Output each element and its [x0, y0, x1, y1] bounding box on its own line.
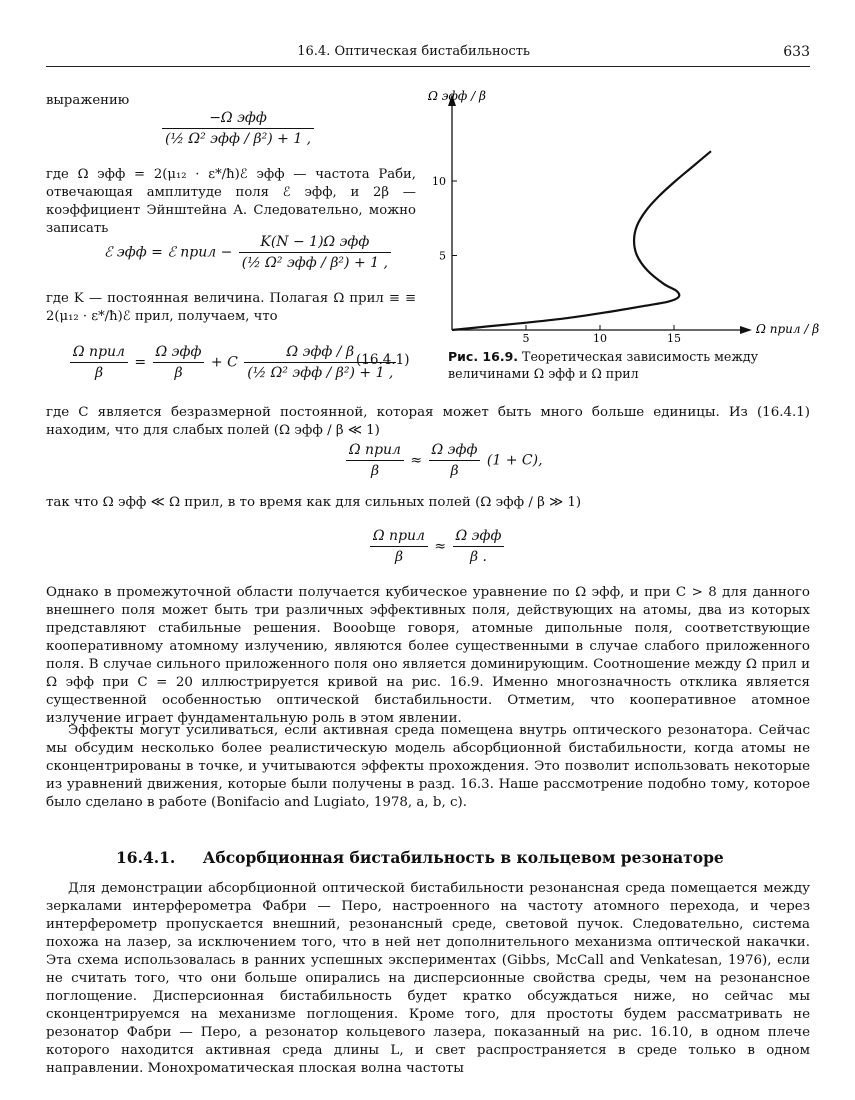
figure-caption — [448, 348, 810, 382]
x-tick-label: 10 — [593, 332, 607, 345]
paragraph-resonator: Эффекты могут усиливаться, если активная среда помещена внутрь оптического резонатора. Сейчас мы обсудим несколько более реалистическую модель абсорбционной бистабильности, когда атомы не сконцентрированы в точке, и учитываются эффекты прохождения. Это позволит использовать некоторые из уравнений движения, которые были получены в разд. 16.3. Наше рассмотрение подобно тому, которое было сделано в работе (Bonifacio and Lugiato, 1978, a, b, c). — [46, 723, 810, 810]
y-tick-label: 10 — [432, 175, 446, 188]
fraction — [346, 442, 404, 479]
fraction-denominator: β — [174, 365, 183, 381]
fraction-numerator: −Ω эфф — [162, 110, 314, 129]
fraction — [239, 234, 391, 271]
fraction-numerator: Ω эфф — [453, 528, 505, 547]
fraction — [162, 110, 314, 147]
fraction — [429, 442, 481, 479]
x-axis-label: Ω прил / β — [756, 322, 820, 336]
x-axis-arrow — [740, 326, 752, 334]
paragraph-rabi: где Ω эфф = 2(μ₁₂ · ε*/ħ)ℰ эфф — частота Раби, отвечающая амплитуде поля ℰ эфф, и 2β — коэффициент Эйнштейна A. Следовательно, можно записать — [46, 167, 416, 236]
y-axis-label: Ω эфф / β — [428, 89, 486, 103]
caption-text: Теоретическая зависимость между величинами Ω эфф и Ω прил — [448, 349, 759, 381]
paragraph-cubic-equation: Однако в промежуточной области получается кубическое уравнение по Ω эфф, и при C > 8 для данного внешнего поля может быть три различных эффективных поля, действующих на атомы, два из которых представляют стабильные решения. Вооobще говоря, атомные дипольные поля, соответствующие кооперативному атомному излучению, являются более существенными в случае слабого приложенного поля. В случае сильного приложенного поля оно является доминирующим. Соотношение между Ω прил и Ω эфф при C = 20 иллюстрируется кривой на рис. 16.9. Именно многозначность отклика является существенной особенностью оптической бистабильности. Отметим, что кооперативное атомное излучение играет фундаментальную роль в этом явлении. — [46, 585, 810, 726]
section-title: Абсорбционная бистабильность в кольцевом резонаторе — [202, 848, 724, 867]
fraction-denominator: β . — [470, 549, 488, 565]
section-number: 16.4.1. — [116, 848, 176, 867]
fraction-denominator: (½ Ω² эфф / β²) + 1 , — [165, 131, 312, 147]
fraction-denominator: (½ Ω² эфф / β²) + 1 , — [241, 255, 388, 271]
fraction-numerator: Ω прил — [370, 528, 428, 547]
equation-16-4-1: $\frac{\text{Ω прил}}{\beta}$ = $\frac{\text{Ω эфф}}{\beta}$ + C $\frac{\text{Ω эфф / β}}{\text{(½ Ω² эфф / β²) + 1 ,}}$ — [68, 344, 398, 381]
fraction-denominator: β — [450, 463, 459, 479]
fraction-numerator: Ω прил — [346, 442, 404, 461]
running-header — [46, 40, 810, 67]
paragraph-weak-fields: где C является безразмерной постоянной, которая может быть много больше единицы. Из (16.4.1) находим, что для слабых полей (Ω эфф / β ≪ 1) — [46, 405, 810, 438]
fraction-denominator: β — [394, 549, 404, 565]
fraction-numerator: Ω эфф — [429, 442, 481, 461]
header-section-title: 16.4. Оптическая бистабильность — [297, 44, 530, 59]
fraction — [453, 528, 505, 565]
paragraph-fabry-perot: Для демонстрации абсорбционной оптической бистабильности резонансная среда помещается между зеркалами интерферометра Фабри — Перо, настроенного на частоту атомного перехода, и через интерферометр пропускается внешний, резонансный среде, световой пучок. Следовательно, система похожа на лазер, за исключением того, что в ней нет дополнительного механизма оптической накачки. Эта схема использовалась в ранних успешных экспериментах (Gibbs, McCall and Venkatesan, 1976), если не считать того, что они больше опирались на дисперсионные свойства среды, чем на резонансное поглощение. Дисперсионная бистабильность будет кратко обсуждаться ниже, но сейчас мы сконцентрируемся на механизме поглощения. Кроме того, для простоты будем рассматривать не резонатор Фабри — Перо, а резонатор кольцевого лазера, показанный на рис. 16.10, в одном плече которого находится активная среда длины L, и свет распространяется в среде только в одном направлении. Монохроматическая плоская волна частоты — [46, 881, 810, 1076]
fraction — [153, 344, 205, 381]
figure-16-9-chart — [420, 84, 820, 346]
fraction-numerator: K(N − 1)Ω эфф — [239, 234, 391, 253]
fraction-numerator: Ω прил — [70, 344, 128, 363]
formula-strong-field: $\frac{\text{Ω прил}}{\beta}$ ≈ $\frac{\text{Ω эфф}}{\beta .}$ — [368, 528, 506, 565]
fraction-denominator: β — [370, 463, 380, 479]
fraction-denominator: (½ Ω² эфф / β²) + 1 , — [247, 365, 394, 381]
formula-weak-field: $\frac{\text{Ω прил}}{\beta}$ ≈ $\frac{\text{Ω эфф}}{\beta}$ (1 + C), — [344, 442, 543, 479]
equation-number: (16.4.1) — [356, 352, 410, 368]
formula-lhs: ℰ эфф = ℰ прил − — [104, 244, 233, 261]
fraction — [70, 344, 128, 381]
x-tick-label: 15 — [667, 332, 681, 345]
fraction-numerator: Ω эфф — [153, 344, 205, 363]
fraction — [370, 528, 428, 565]
paragraph-constant: где K — постоянная величина. Полагая Ω прил ≡ ≡ 2(μ₁₂ · ε*/ħ)ℰ прил, получаем, что — [46, 291, 416, 324]
equation-plus-term: + C — [210, 354, 238, 371]
fraction-denominator: β — [94, 365, 104, 381]
y-tick-label: 5 — [439, 249, 446, 263]
section-heading — [116, 848, 724, 867]
formula-field — [104, 234, 393, 271]
formula-tail: (1 + C), — [486, 452, 543, 469]
x-tick-label: 5 — [522, 332, 530, 345]
formula-rabi-ratio — [160, 110, 316, 147]
bistability-curve — [452, 151, 711, 330]
paragraph-strong-fields: так что Ω эфф ≪ Ω прил, в то время как для сильных полей (Ω эфф / β ≫ 1) — [46, 495, 582, 510]
page-number: 633 — [783, 44, 810, 60]
fraction-numerator: Ω эфф / β — [244, 344, 396, 363]
paragraph-intro: выражению — [46, 93, 130, 108]
caption-label: Рис. 16.9. — [448, 349, 519, 364]
